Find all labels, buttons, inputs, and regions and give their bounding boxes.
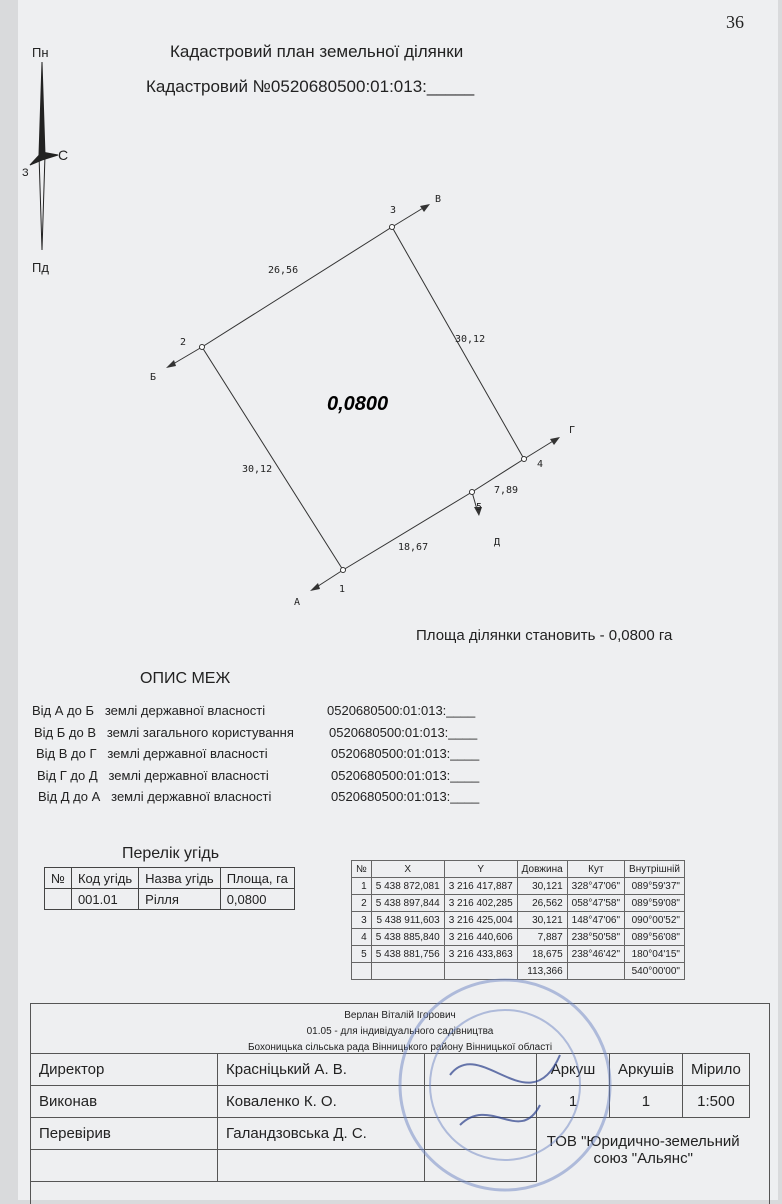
table-cell: № <box>352 861 372 878</box>
table-cell: 5 438 881,756 <box>371 946 444 963</box>
table-cell: 5 438 911,603 <box>371 912 444 929</box>
table-cell: 5 438 897,844 <box>371 895 444 912</box>
table-cell: 089°56'08" <box>625 929 685 946</box>
coordinates-table <box>351 860 685 980</box>
table-cell: 30,121 <box>517 912 567 929</box>
land-purpose: 01.05 - для індивідуального садівництва <box>306 1026 494 1037</box>
table-cell: 328°47'06" <box>567 878 624 895</box>
table-cell: 5 <box>352 946 372 963</box>
table-cell: 1 <box>352 878 372 895</box>
page-number: 36 <box>726 12 744 32</box>
point-label: 2 <box>180 337 187 348</box>
point-label: 5 <box>476 502 483 513</box>
neighbor-label: Г <box>569 425 576 436</box>
table-cell: 5 438 885,840 <box>371 929 444 946</box>
boundary-row: Від В до Г землі державної власності 0520680500:01:013:____ <box>36 746 480 761</box>
table-cell: 3 216 440,606 <box>444 929 517 946</box>
neighbor-label: В <box>435 194 442 205</box>
lands-table: № Код угідь Назва угідь Площа, га 001.01 Рілля 0,0800 <box>44 867 295 910</box>
table-row <box>352 878 685 895</box>
table-cell: Y <box>444 861 517 878</box>
compass-south: Пд <box>32 260 49 275</box>
length-label: 26,56 <box>268 265 299 276</box>
document-title: Кадастровий план земельної ділянки <box>170 42 464 61</box>
table-cell: 3 216 433,863 <box>444 946 517 963</box>
boundary-row: Від Д до А землі державної власності 0520680500:01:013:____ <box>38 789 480 804</box>
table-cell: Кут <box>567 861 624 878</box>
neighbor-label: А <box>294 597 301 608</box>
cadastral-number: Кадастровий №0520680500:01:013:_____ <box>146 77 475 96</box>
table-cell: 26,562 <box>517 895 567 912</box>
area-label: 0,0800 <box>327 393 389 415</box>
compass-east: С <box>58 147 69 163</box>
neighbor-label: Д <box>494 537 501 548</box>
table-cell: 113,366 <box>517 963 567 980</box>
length-label: 30,12 <box>455 334 486 345</box>
table-cell: 180°04'15" <box>625 946 685 963</box>
boundaries-heading: ОПИС МЕЖ <box>140 670 231 687</box>
table-cell: 5 438 872,081 <box>371 878 444 895</box>
table-cell: Довжина <box>517 861 567 878</box>
table-cell: 058°47'58" <box>567 895 624 912</box>
boundary-row: Від Г до Д землі державної власності 0520680500:01:013:____ <box>37 768 480 783</box>
table-header <box>352 861 685 878</box>
table-cell: 238°50'58" <box>567 929 624 946</box>
compass-icon <box>22 45 68 275</box>
table-cell: 089°59'08" <box>625 895 685 912</box>
boundary-row: Від А до Б землі державної власності 0520680500:01:013:____ <box>32 703 476 718</box>
lands-heading: Перелік угідь <box>122 845 220 862</box>
table-cell: 3 <box>352 912 372 929</box>
table-cell: 2 <box>352 895 372 912</box>
boundary-row: Від Б до В землі загального користування 0520680500:01:013:____ <box>34 725 478 740</box>
table-row <box>352 912 685 929</box>
signatures-table: Директор Красніцький А. В. Аркуш Аркушів Мірило Виконав Коваленко К. О. 1 1 1:500 Перевірив Галандзовська Д. С. ТОВ "Юридично-земельний союз "Альянс" <box>30 1053 750 1182</box>
council-name: Бохоницька сільська рада Вінницького району Вінницької області <box>247 1042 553 1053</box>
point-label: 3 <box>390 205 397 216</box>
table-cell: 089°59'37" <box>625 878 685 895</box>
table-cell: 3 216 402,285 <box>444 895 517 912</box>
area-statement: Площа ділянки становить - 0,0800 га <box>416 627 673 644</box>
table-cell: 3 216 417,887 <box>444 878 517 895</box>
table-cell: 18,675 <box>517 946 567 963</box>
signature <box>450 1055 560 1125</box>
table-cell: 7,887 <box>517 929 567 946</box>
table-cell: 148°47'06" <box>567 912 624 929</box>
length-label: 18,67 <box>398 542 429 553</box>
table-cell: 540°00'00" <box>625 963 685 980</box>
table-cell: 4 <box>352 929 372 946</box>
table-cell: 090°00'52" <box>625 912 685 929</box>
table-cell: Внутрішній <box>625 861 685 878</box>
compass-west: З <box>22 167 29 179</box>
table-row <box>352 895 685 912</box>
point-label: 4 <box>537 459 544 470</box>
length-label: 7,89 <box>494 485 519 496</box>
owner-name: Верлан Віталій Ігорович <box>344 1010 456 1021</box>
compass-north: Пн <box>32 45 49 60</box>
neighbor-label: Б <box>150 372 157 383</box>
table-cell: 238°46'42" <box>567 946 624 963</box>
official-stamp <box>390 975 620 1195</box>
table-row <box>352 929 685 946</box>
length-label: 30,12 <box>242 464 273 475</box>
point-label: 1 <box>339 584 346 595</box>
table-cell: X <box>371 861 444 878</box>
table-cell: 30,121 <box>517 878 567 895</box>
table-cell <box>352 963 372 980</box>
table-cell: 3 216 425,004 <box>444 912 517 929</box>
table-row <box>352 946 685 963</box>
table-row: 001.01 Рілля 0,0800 <box>45 889 295 910</box>
